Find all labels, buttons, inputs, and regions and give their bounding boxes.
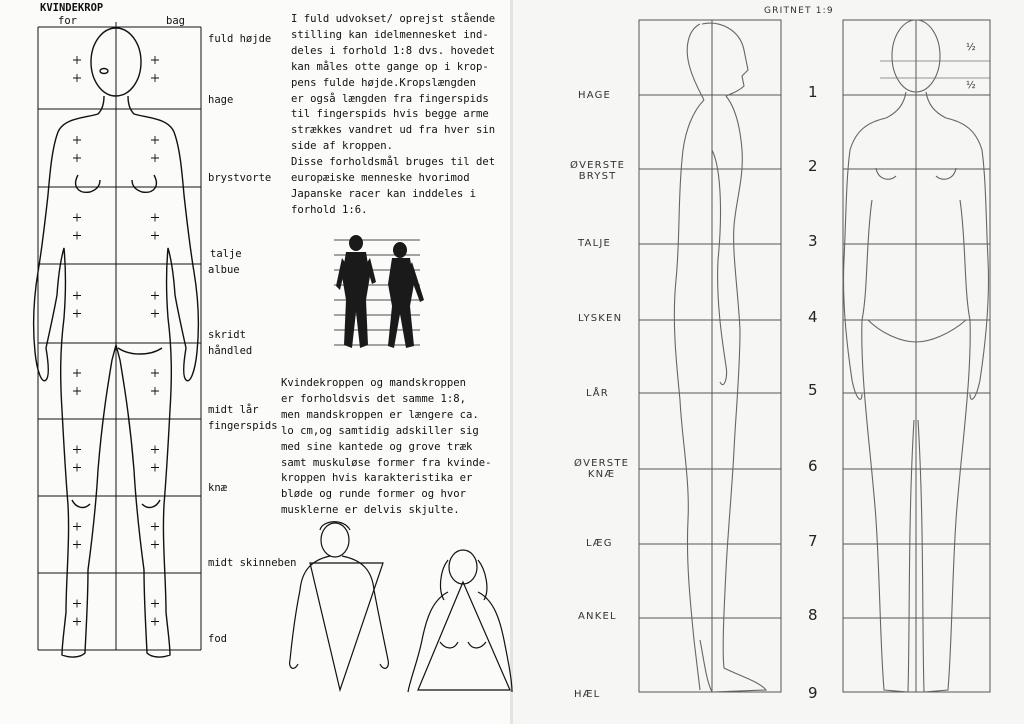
paragraph-line: forhold 1:6. — [291, 203, 368, 216]
landmark-label: knæ — [208, 482, 227, 494]
paragraph-line: Kvindekroppen og mandskroppen — [281, 377, 466, 389]
row-number: 6 — [808, 457, 818, 475]
right-landmark-label: ØVERSTE BRYST — [570, 160, 626, 182]
landmark-label: midt skinneben — [208, 557, 297, 569]
right-landmark-label: HÆL — [574, 689, 601, 700]
paragraph-line: er også længden fra fingerspids — [291, 92, 489, 105]
paragraph-line: Disse forholdsmål bruges til det — [291, 156, 496, 169]
row-number: 4 — [808, 308, 818, 326]
paragraph-line: men mandskroppen er længere ca. — [281, 408, 479, 421]
paragraph-line: samt muskuløse former fra kvinde- — [281, 456, 492, 469]
half-mark-2: ½ — [966, 80, 977, 91]
row-number: 2 — [808, 157, 818, 175]
right-landmark-label: ANKEL — [578, 611, 617, 622]
landmark-label: håndled — [208, 345, 253, 357]
front-label: for — [58, 15, 77, 27]
paragraph-line: kroppen hvis karakteristika er — [281, 472, 473, 485]
paragraph-line: med sine kantede og grove træk — [281, 440, 473, 453]
right-grid-lines — [639, 20, 990, 692]
paragraph-line: europæiske menneske hvorimod — [291, 172, 470, 185]
paragraph-line: bløde og runde former og hvor — [281, 488, 466, 501]
paragraph-line: side af kroppen. — [291, 140, 394, 153]
front-hip-band — [868, 320, 966, 342]
right-landmark-label: ØVERSTE KNÆ — [574, 458, 630, 480]
half-mark-1: ½ — [966, 42, 977, 53]
paragraph-line: er forholdsvis det samme 1:8, — [281, 392, 466, 405]
right-landmark-label: HAGE — [578, 90, 612, 101]
side-view-grid-frame — [639, 20, 781, 692]
paragraph-line: Japanske racer kan inddeles i — [291, 187, 476, 200]
row-number: 5 — [808, 381, 818, 399]
landmark-label: fuld højde — [208, 33, 272, 45]
paragraph-line: strækkes vandret ud fra hver sin — [291, 124, 496, 137]
paragraph-line: musklerne er delvis skjulte. — [281, 504, 460, 517]
row-number: 9 — [808, 684, 818, 702]
row-number: 3 — [808, 232, 818, 250]
landmark-label: skridt — [208, 329, 246, 341]
paragraph-line: I fuld udvokset/ oprejst stående — [291, 13, 496, 25]
landmark-label: midt lår — [208, 404, 259, 416]
right-landmark-label: LÆG — [586, 538, 613, 549]
row-number: 7 — [808, 532, 818, 550]
paragraph-line: stilling kan idelmennesket ind- — [291, 28, 489, 41]
paragraph-line: pens fulde højde.Kropslængden — [291, 76, 476, 89]
paragraph-line: kan måles otte gange op i krop- — [291, 60, 489, 73]
right-title: GRITNET 1:9 — [764, 6, 834, 16]
landmark-label: fod — [208, 633, 227, 645]
landmark-label: brystvorte — [208, 172, 272, 184]
paragraph-line: lo cm,og samtidig adskiller sig — [281, 424, 479, 437]
side-view-figure — [674, 23, 766, 692]
paragraph-line: deles i forhold 1:8 dvs. hovedet — [291, 44, 496, 57]
left-title: KVINDEKROP — [40, 2, 104, 14]
landmark-label: albue — [208, 264, 240, 276]
right-landmark-label: LÅR — [586, 388, 609, 399]
landmark-label: hage — [208, 94, 234, 106]
row-number: 8 — [808, 606, 818, 624]
right-landmark-label: LYSKEN — [578, 313, 623, 324]
paragraph-line: til fingerspids hvis begge arme — [291, 108, 489, 121]
right-landmark-label: TALJE — [578, 238, 612, 249]
back-label: bag — [166, 15, 185, 27]
landmark-label: fingerspids — [208, 420, 278, 432]
landmark-label: talje — [210, 248, 242, 260]
row-number: 1 — [808, 83, 818, 101]
